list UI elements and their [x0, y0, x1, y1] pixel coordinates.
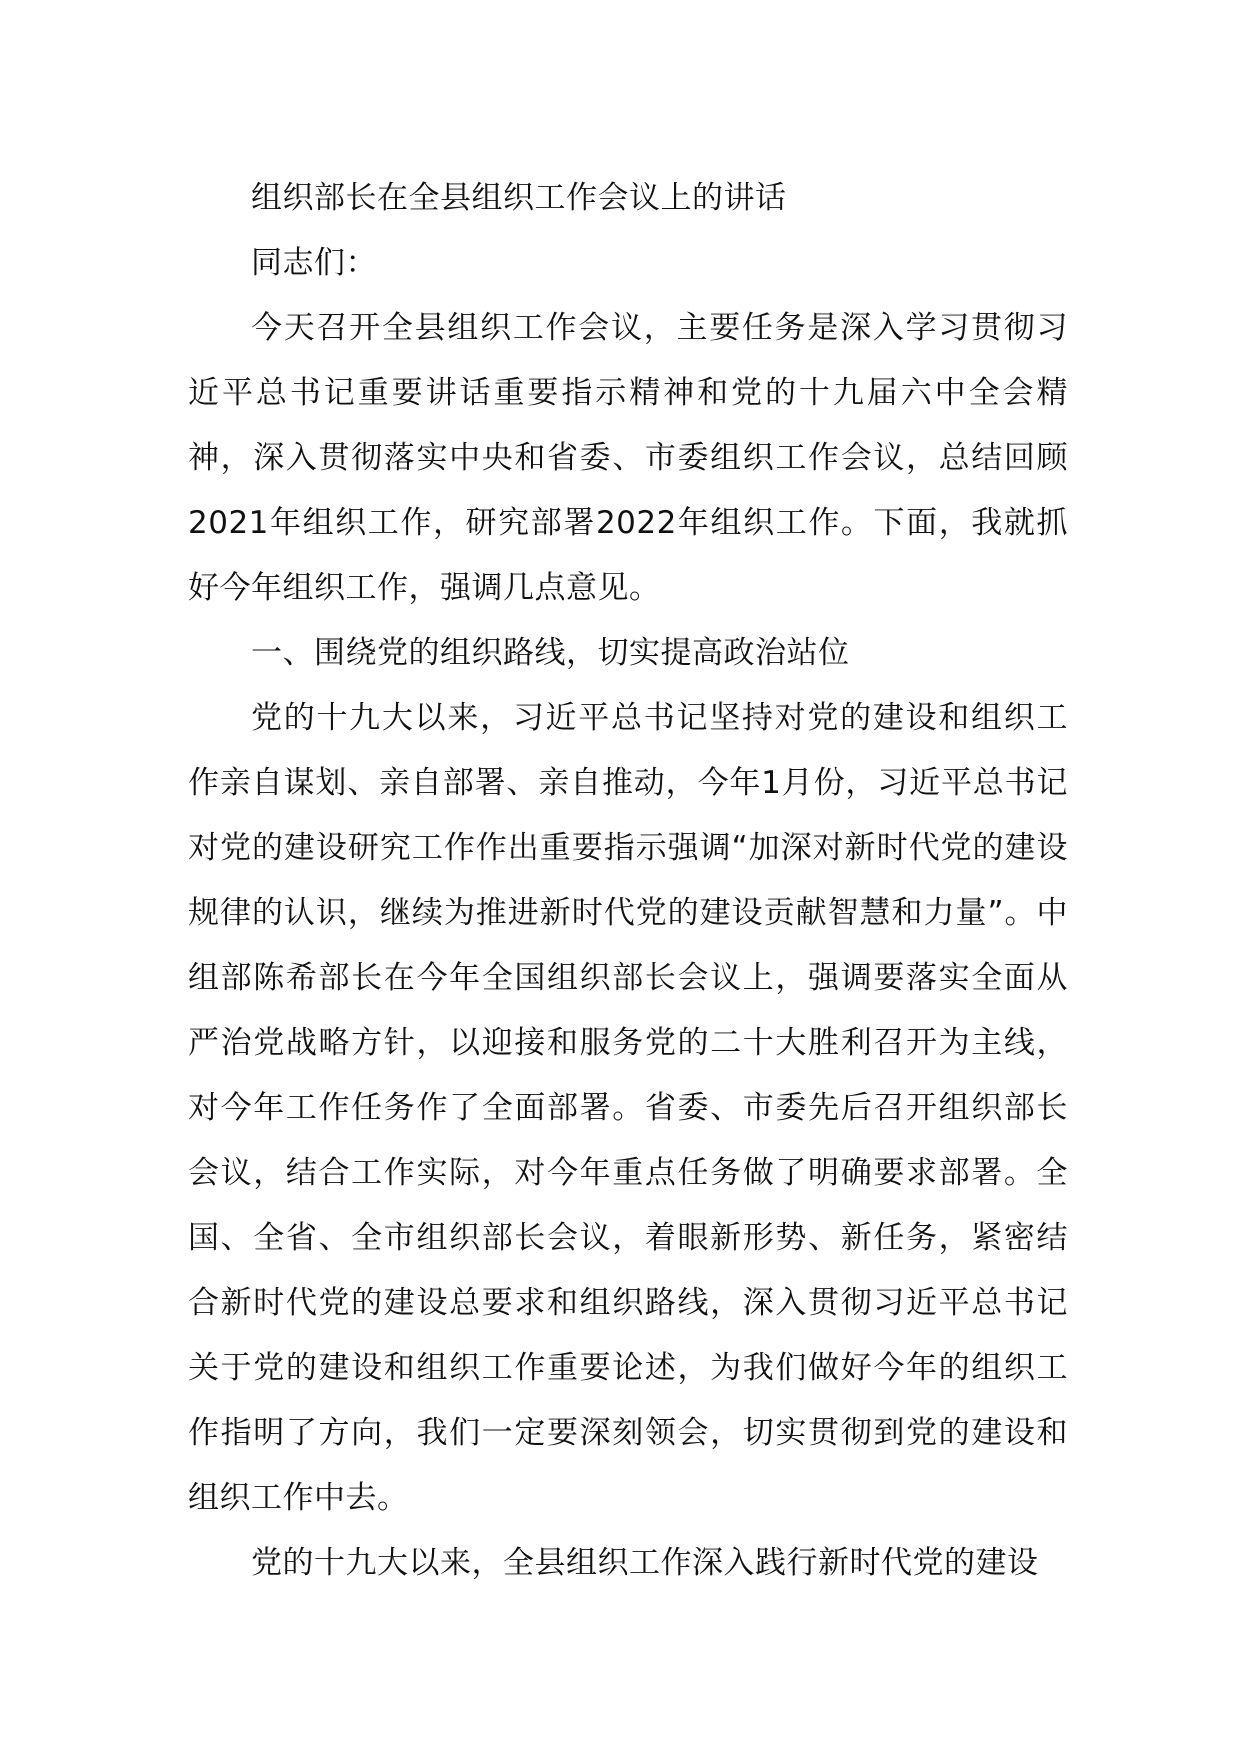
- document-body: [188, 166, 1068, 1596]
- section-heading-1: 一、围绕党的组织路线，切实提高政治站位: [251, 635, 850, 671]
- paragraph-intro: 今天召开全县组织工作会议，主要任务是深入学习贯彻习近平总书记重要讲话重要指示精神和党的十九届六中全会精神，深入贯彻落实中央和省委、市委组织工作会议，总结回顾2021年组织工作，研究部署2022年组织工作。下面，我就抓好今年组织工作，强调几点意见。: [188, 310, 1068, 606]
- document-title: 组织部长在全县组织工作会议上的讲话: [251, 180, 787, 216]
- salutation: 同志们：: [251, 245, 377, 281]
- paragraph-section-1: 党的十九大以来，习近平总书记坚持对党的建设和组织工作亲自谋划、亲自部署、亲自推动，今年1月份，习近平总书记对党的建设研究工作作出重要指示强调“加深对新时代党的建设规律的认识，继续为推进新时代党的建设贡献智慧和力量”。中组部陈希部长在今年全国组织部长会议上，强调要落实全面从严治党战略方针，以迎接和服务党的二十大胜利召开为主线，对今年工作任务作了全面部署。省委、市委先后召开组织部长会议，结合工作实际，对今年重点任务做了明确要求部署。全国、全省、全市组织部长会议，着眼新形势、新任务，紧密结合新时代党的建设总要求和组织路线，深入贯彻习近平总书记关于党的建设和组织工作重要论述，为我们做好今年的组织工作指明了方向，我们一定要深刻领会，切实贯彻到党的建设和组织工作中去。: [188, 700, 1068, 1516]
- paragraph-continued: 党的十九大以来，全县组织工作深入践行新时代党的建设: [251, 1545, 1039, 1581]
